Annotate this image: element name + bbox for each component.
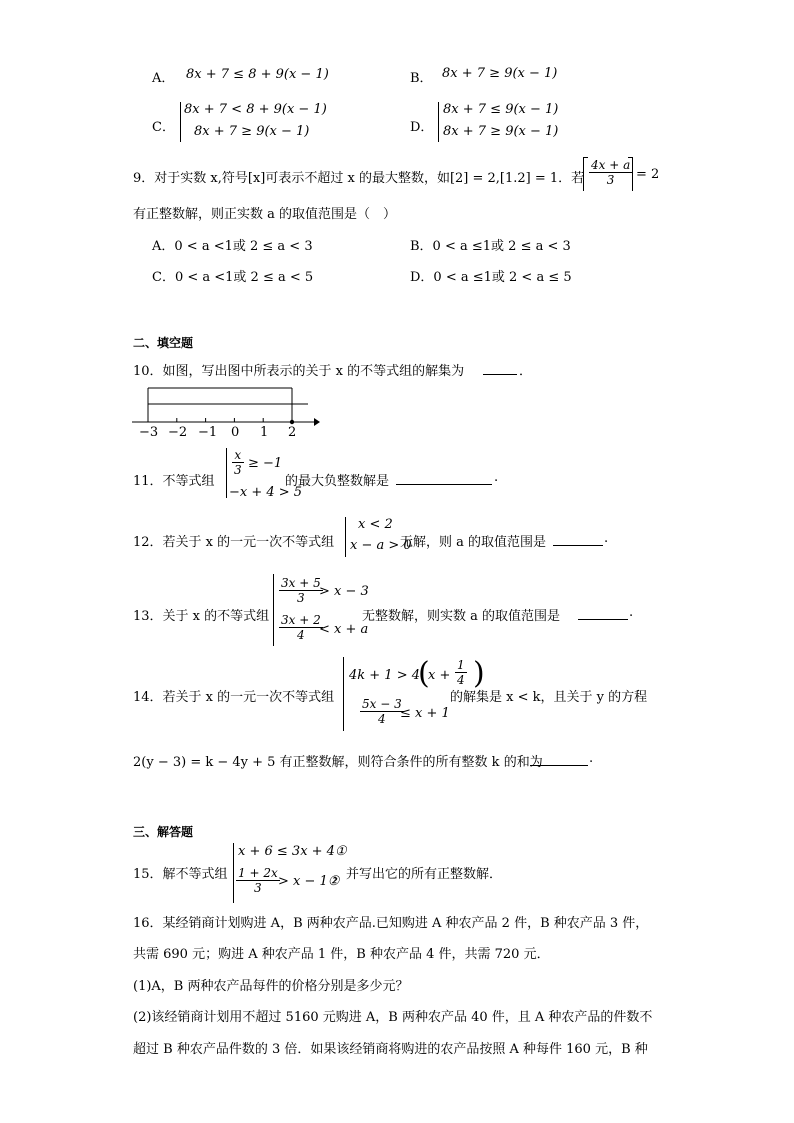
q16-part2-line2: 超过 B 种农产品件数的 3 倍．如果该经销商将购进的农产品按照 A 种每件 160 元，B 种 — [133, 1042, 648, 1057]
q14-paren-open: ( — [418, 656, 430, 691]
q14-fraction-2 — [360, 697, 404, 726]
q9-fraction — [589, 158, 632, 187]
q13-frac2-den: 4 — [297, 628, 305, 642]
q14-frac1-den: 4 — [457, 673, 465, 687]
q16-part1: (1)A，B 两种农产品每件的价格分别是多少元？ — [133, 979, 409, 994]
q12-line2: x − a > 0 — [350, 538, 412, 553]
q15-frac-num: 1 + 2x — [238, 866, 278, 880]
q9-frac-num: 4x + a — [591, 158, 631, 172]
endpoint-dot — [290, 420, 294, 424]
q13-fraction-1 — [279, 576, 323, 605]
q14-frac1-num: 1 — [457, 658, 465, 672]
q12-suffix: 无解，则 a 的取值范围是 — [400, 535, 547, 550]
option-c-line2: 8x + 7 ≥ 9(x − 1) — [194, 124, 310, 139]
q11-fraction — [232, 448, 244, 477]
q15-prefix: 15．解不等式组 — [133, 867, 228, 882]
tick-label: 1 — [260, 425, 269, 440]
q16-line2: 共需 690 元；购进 A 种农产品 1 件，B 种农产品 4 件，共需 720 元． — [133, 947, 550, 962]
option-c-brace — [180, 102, 181, 142]
option-d-line1: 8x + 7 ≤ 9(x − 1) — [443, 102, 559, 117]
q16-part2-line1: (2)该经销商计划用不超过 5160 元购进 A，B 两种农产品 40 件，且 A 种农产品的件数不 — [133, 1010, 653, 1025]
q9-floor-bracket — [583, 157, 633, 191]
q14-frac2-num: 5x − 3 — [362, 697, 402, 711]
q12-brace — [345, 517, 346, 557]
q14-line2: 2(y − 3) = k − 4y + 5 有正整数解，则符合条件的所有整数 k 的和为 — [133, 755, 543, 770]
q15-suffix: ，并写出它的所有正整数解． — [333, 867, 503, 882]
q9-option-b: B．0 < a ≤1或 2 ≤ a < 3 — [410, 239, 571, 254]
q15-frac-den: 3 — [254, 881, 262, 895]
option-c-line1: 8x + 7 < 8 + 9(x − 1) — [184, 102, 327, 117]
q13-suffix: 无整数解，则实数 a 的取值范围是 — [362, 609, 561, 624]
option-a-expr: 8x + 7 ≤ 8 + 9(x − 1) — [186, 67, 329, 82]
tick-label: −3 — [139, 425, 159, 440]
q14-line1-inner: x + — [428, 668, 451, 683]
q12-end: . — [604, 531, 609, 546]
option-b-expr: 8x + 7 ≥ 9(x − 1) — [442, 66, 558, 81]
section-3-title: 三、解答题 — [133, 825, 194, 839]
section-2-title: 二、填空题 — [133, 336, 194, 350]
q13-line1-rest: > x − 3 — [319, 584, 369, 599]
option-d-brace — [438, 102, 439, 142]
tick-label: −2 — [168, 425, 188, 440]
q9-line2: 有正整数解，则正实数 a 的取值范围是（ ） — [133, 207, 397, 222]
option-d-line2: 8x + 7 ≥ 9(x − 1) — [443, 124, 559, 139]
option-d-label: D． — [410, 120, 434, 135]
q12-answer-blank — [553, 533, 603, 546]
tick-label: 2 — [288, 425, 297, 440]
q14-suffix: 的解集是 x < k，且关于 y 的方程 — [450, 690, 648, 705]
q10-text: 10．如图，写出图中所表示的关于 x 的不等式组的解集为 — [133, 364, 465, 379]
tick-label: 0 — [231, 425, 240, 440]
q12-line1: x < 2 — [358, 517, 393, 532]
q11-suffix: 的最大负整数解是 — [285, 474, 390, 489]
q9-option-a: A．0 < a <1或 2 ≤ a < 3 — [152, 239, 313, 254]
q15-line2-rest: > x − 1② — [278, 874, 340, 889]
q11-frac-num: x — [232, 448, 244, 463]
q14-line1-a: 4k + 1 > 4 — [349, 668, 421, 683]
q14-end: . — [589, 751, 594, 766]
q14-answer-blank — [530, 753, 588, 766]
q13-fraction-2 — [279, 613, 323, 642]
tick-label: −1 — [198, 425, 218, 440]
q9-frac-den: 3 — [606, 173, 615, 187]
q13-brace — [273, 574, 274, 646]
option-b-label: B． — [410, 71, 433, 86]
q14-fraction-1 — [455, 658, 467, 687]
q12-prefix: 12．若关于 x 的一元一次不等式组 — [133, 535, 335, 550]
option-a-label: A． — [152, 71, 175, 86]
q15-line1: x + 6 ≤ 3x + 4① — [238, 844, 347, 859]
q11-line1-rest: ≥ −1 — [248, 456, 283, 471]
q15-brace — [233, 843, 234, 903]
q11-prefix: 11．不等式组 — [133, 474, 215, 489]
q10-answer-blank — [483, 362, 517, 375]
q15-fraction — [236, 866, 280, 895]
q9-option-c: C．0 < a <1或 2 ≤ a < 5 — [152, 270, 314, 285]
q13-end: . — [629, 605, 634, 620]
q10-end: ． — [519, 364, 533, 379]
q11-frac-den: 3 — [234, 463, 242, 477]
q13-answer-blank — [578, 607, 628, 620]
option-c-label: C． — [152, 120, 175, 135]
q14-prefix: 14．若关于 x 的一元一次不等式组 — [133, 690, 335, 705]
q11-answer-blank — [396, 472, 492, 485]
q9-text-a: 9．对于实数 x,符号[x]可表示不超过 x 的最大整数，如[2] = 2,[1.2] = 1．若 — [133, 171, 585, 186]
q13-frac1-den: 3 — [297, 591, 305, 605]
q11-brace — [226, 448, 227, 498]
q13-line2-rest: < x + a — [319, 622, 369, 637]
q9-option-d: D．0 < a ≤1或 2 < a ≤ 5 — [410, 270, 572, 285]
q11-line2: −x + 4 > 5 — [229, 485, 303, 500]
q13-prefix: 13．关于 x 的不等式组 — [133, 609, 270, 624]
q11-end: . — [494, 470, 499, 485]
q13-frac2-num: 3x + 2 — [281, 613, 321, 627]
q14-brace — [343, 657, 344, 731]
q14-paren-close: ) — [473, 656, 485, 691]
q16-line1: 16．某经销商计划购进 A，B 两种农产品.已知购进 A 种农产品 2 件，B 种农产品 3 件， — [133, 916, 649, 931]
q13-frac1-num: 3x + 5 — [281, 576, 321, 590]
q9-text-b: = 2 — [636, 167, 660, 182]
q14-frac2-den: 4 — [378, 712, 386, 726]
q14-line2-rest: ≤ x + 1 — [400, 706, 450, 721]
